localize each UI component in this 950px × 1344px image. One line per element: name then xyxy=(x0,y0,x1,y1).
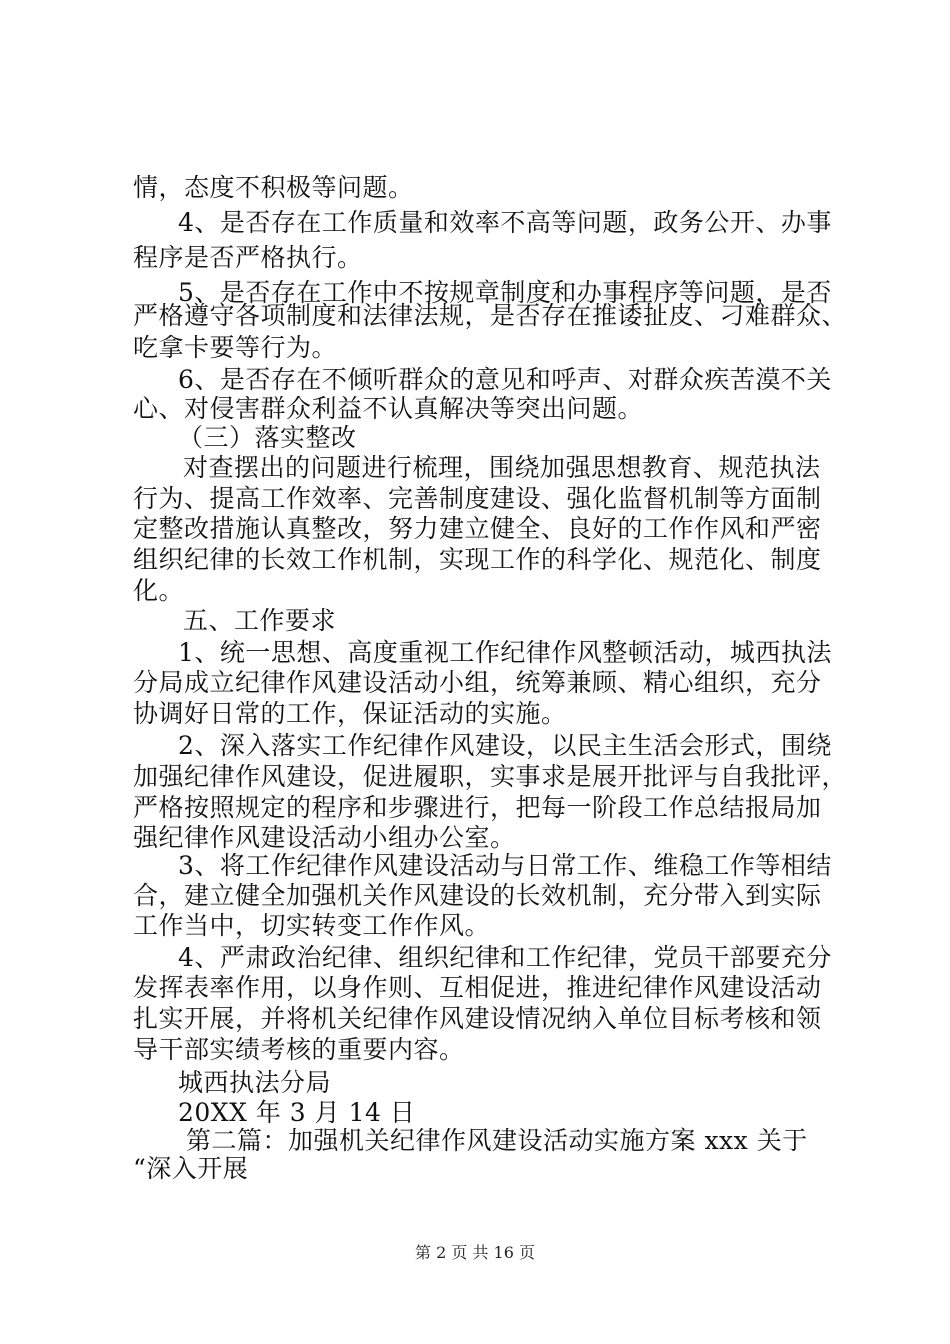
text-line: 扎实开展，并将机关纪律作风建设情况纳入单位目标考核和领 xyxy=(133,1004,822,1033)
text-line: 协调好日常的工作，保证活动的实施。 xyxy=(133,699,567,728)
text-line: 加强纪律作风建设，促进履职，实事求是展开批评与自我批评， xyxy=(133,762,848,791)
text-line: 6、是否存在不倾听群众的意见和呼声、对群众疾苦漠不关 xyxy=(178,365,832,394)
section-heading: 五、工作要求 xyxy=(183,606,337,635)
text-line: 1、统一思想、高度重视工作纪律作风整顿活动，城西执法 xyxy=(178,638,832,667)
section-heading: （三）落实整改 xyxy=(178,423,357,452)
text-line: 程序是否严格执行。 xyxy=(133,243,363,272)
text-line: 严格遵守各项制度和法律法规，是否存在推诿扯皮、刁难群众、 xyxy=(133,301,848,330)
text-line: “深入开展 xyxy=(133,1154,249,1183)
signature-organization: 城西执法分局 xyxy=(178,1068,332,1097)
text-line: 合，建立健全加强机关作风建设的长效机制，充分带入到实际 xyxy=(133,881,822,910)
text-line: 2、深入落实工作纪律作风建设，以民主生活会形式，围绕 xyxy=(178,731,832,760)
text-line: 5、是否存在工作中不按规章制度和办事程序等问题，是否 xyxy=(178,278,832,307)
text-line: 分局成立纪律作风建设活动小组，统筹兼顾、精心组织，充分 xyxy=(133,668,822,697)
text-line: 第二篇：加强机关纪律作风建设活动实施方案 xxx 关于 xyxy=(186,1126,808,1155)
text-line: 心、对侵害群众利益不认真解决等突出问题。 xyxy=(133,394,644,423)
text-line: 工作当中，切实转变工作作风。 xyxy=(133,911,491,940)
text-line: 定整改措施认真整改，努力建立健全、良好的工作作风和严密 xyxy=(133,514,822,543)
text-line: 导干部实绩考核的重要内容。 xyxy=(133,1035,465,1064)
text-line: 强纪律作风建设活动小组办公室。 xyxy=(133,823,516,852)
text-line: 4、是否存在工作质量和效率不高等问题，政务公开、办事 xyxy=(178,208,832,237)
text-line: 发挥表率作用，以身作则、互相促进，推进纪律作风建设活动 xyxy=(133,973,822,1002)
text-line: 4、严肃政治纪律、组织纪律和工作纪律，党员干部要充分 xyxy=(178,943,832,972)
signature-date: 20XX 年 3 月 14 日 xyxy=(178,1098,416,1127)
text-line: 吃拿卡要等行为。 xyxy=(133,333,338,362)
text-line: 对查摆出的问题进行梳理，围绕加强思想教育、规范执法 xyxy=(183,453,821,482)
text-line: 化。 xyxy=(133,576,185,605)
page-number-footer: 第 2 页 共 16 页 xyxy=(415,1243,535,1262)
text-line: 严格按照规定的程序和步骤进行，把每一阶段工作总结报局加 xyxy=(133,793,822,822)
text-line: 组织纪律的长效工作机制，实现工作的科学化、规范化、制度 xyxy=(133,545,822,574)
text-line: 情，态度不积极等问题。 xyxy=(133,173,414,202)
text-line: 行为、提高工作效率、完善制度建设、强化监督机制等方面制 xyxy=(133,484,822,513)
text-line: 3、将工作纪律作风建设活动与日常工作、维稳工作等相结 xyxy=(178,851,832,880)
